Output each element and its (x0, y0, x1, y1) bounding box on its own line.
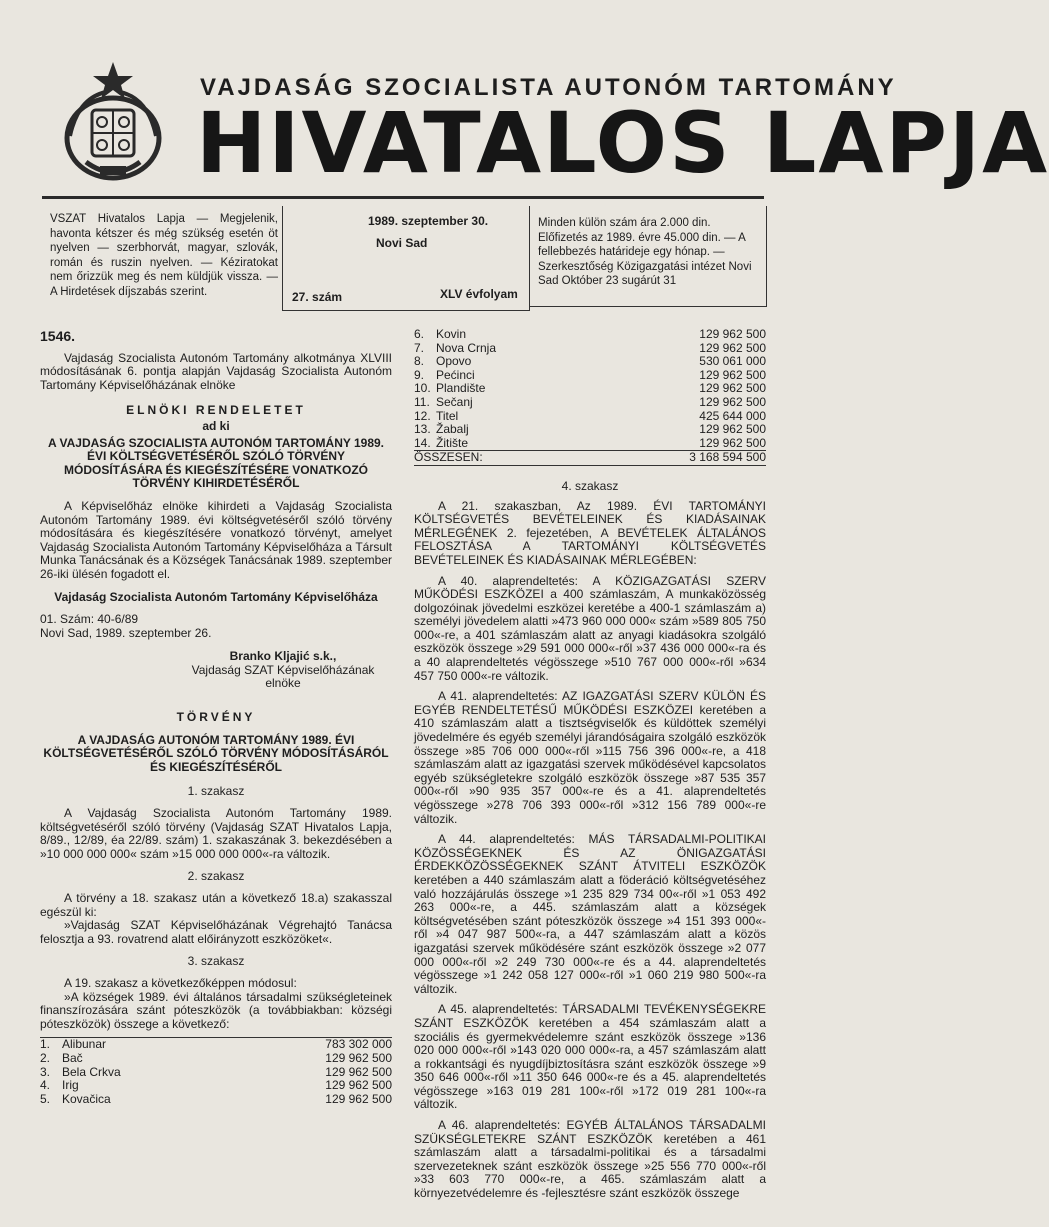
municipality-table-left (40, 1037, 392, 1106)
table-row: 6. Kovin 129 962 500 (414, 327, 766, 341)
table-row: 8. Opovo 530 061 000 (414, 354, 766, 369)
section-1-title: 1. szakasz (187, 784, 245, 799)
table-row: 3. Bela Crkva 129 962 500 (40, 1064, 392, 1079)
issue-number: 27. szám (292, 290, 343, 304)
reference-number: 01. Szám: 40-6/89 (40, 612, 139, 627)
issue-date: 1989. szeptember 30. (368, 214, 489, 228)
paragraph-40: A 40. alaprendeltetés: A KÖZIGAZGATÁSI SZERV MŰKÖDÉSI ESZKÖZEI a 400 számlaszám, A munkaközösség dolgozóinak jövedelmi eszközei keretébe a 400-1 számlaszám a) személyi jövedelem alatti »473 960 000 000« szám »589 805 750 000«-re, a 401 számlaszám alatt az anyagi kiadásokra szolgáló eszközök összege »29 591 000 000«-ről »37 436 000 000«-ra és a 40 alaprendeltetés végösszege »510 767 000 000«-ről »634 457 750 000«-re változik. (414, 573, 766, 683)
signer-title-1: Vajdaság SZAT Képviselőházának (191, 662, 375, 677)
signer-name: Branko Kljajić s.k., (229, 649, 337, 664)
section-2-body-2: »Vajdaság SZAT Képviselőházának Végrehajtó Tanácsa felosztja a 93. rovatrend alatt előirányzott eszközöket«. (40, 918, 392, 946)
issue-place: Novi Sad (376, 236, 428, 250)
section-3-title: 3. szakasz (187, 954, 245, 969)
table-row: 7. Nova Crnja 129 962 500 (414, 340, 766, 355)
decree-heading: ELNÖKI RENDELETET (126, 403, 306, 418)
header-left-info: VSZAT Hivatalos Lapja — Megjelenik, havonta kétszer és még szükség esetén öt nyelven — szerbhorvát, magyar, szlovák, román és ruszin nyelven. — Kéziratokat nem őrizzük meg és nem küldjük vissza. — A Hirdetések díjszabás szerint. (50, 213, 278, 298)
paragraph-44: A 44. alaprendeltetés: MÁS TÁRSADALMI-POLITIKAI KÖZÖSSÉGEKNEK ÉS AZ ÖNIGAZGATÁSI ÉRDEKKÖZÖSSÉGEKNEK SZÁNT ÁTVITELI ESZKÖZÖK keretében a 440 számlaszám alatt a föderáció költségvetéséhez való hozzájárulás összege »1 235 829 734 00«-ről »1 053 492 263 000«-re, a 445. számlaszám alatt a községek költségvetésében szánt póteszközök összege »4 151 393 000«-ről »4 047 987 500«-ra, a 447 számlaszám alatt a közös igazgatási szervek működésére szánt eszközök összege »2 077 000 000«-ről »2 249 730 000«-re és a 44. alaprendeltetés végösszege »1 242 058 127 000«-ről »1 060 219 980 500«-ra változik. (414, 832, 766, 996)
section-4-body: A 21. szakaszban, Az 1989. ÉVI TARTOMÁNYI KÖLTSÉGVETÉS BEVÉTELEINEK ÉS KIADÁSAINAK MÉRLEGÉNEK 2. fejezetében, A BEVÉTELEK ÁLTALÁNOS FELOSZTÁSA A TARTOMÁNYI KÖLTSÉGVETÉS BEVÉTELEINEK ÉS KIADÁSAINAK MÉRLEGÉBEN: (414, 498, 766, 567)
paragraph-41: A 41. alaprendeltetés: AZ IGAZGATÁSI SZERV KÜLÖN ÉS EGYÉB RENDELTETÉSŰ MŰKÖDÉSI ESZKÖZEI keretében a 410 számlaszám alatt a tisztségviselők és küldöttek személyi jövedelmére és egyéb személyi járandóságaira szolgáló eszközök összege »85 706 000 000«-ről »115 756 396 000«-re, a 418 számlaszám alatt az igazgatási szervek működésével kapcsolatos egyéb szükségletekre szolgáló eszközök összege »87 535 357 000«-ről »90 935 357 000«-re és a 41. alaprendeltetés végösszege »278 706 393 000«-ről »312 156 789 000«-re változik. (414, 689, 766, 826)
table-row: 2. Bač 129 962 500 (40, 1050, 392, 1065)
right-column (414, 328, 766, 1201)
section-1-body: A Vajdaság Szocialista Autonóm Tartomány 1989. költségvetéséről szóló törvény (Vajdaság SZAT Hivatalos Lapja, 8/89., 12/89, éa 22/89. szám) 1. szakaszának 3. bekezdésében a »10 000 000 000« szám »15 000 000 000«-ra változik. (40, 806, 392, 861)
section-3-body-2: »A községek 1989. évi általános társadalmi szükségleteinek finanszírozására szánt póteszközök (a továbbiakban: községi póteszközök) összege a következő: (40, 989, 392, 1031)
table-row: 14. Žitište 129 962 500 (414, 435, 766, 450)
table-row: 11. Sečanj 129 962 500 (414, 394, 766, 409)
decree-title: A VAJDASÁG SZOCIALISTA AUTONÓM TARTOMÁNY 1989. ÉVI KÖLTSÉGVETÉSÉRŐL SZÓLÓ TÖRVÉNY MÓDOSÍTÁSÁRA ÉS KIEGÉSZÍTÉSÉRE VONATKOZÓ TÖRVÉNY KIHIRDETÉSÉRŐL (47, 435, 385, 491)
masthead-subtitle: VAJDASÁG SZOCIALISTA AUTONÓM TARTOMÁNY (200, 74, 897, 101)
header-right-info: Minden külön szám ára 2.000 din. Előfizetés az 1989. évre 45.000 din. — A fellebbezés határideje egy hónap. — Szerkesztőség Közigazgatási intézet Novi Sad Október 23 sugárút 31 (538, 217, 752, 287)
signature-block (188, 650, 378, 691)
section-3-body-1: A 19. szakasz a következőképpen módosul: (64, 975, 297, 990)
table-row: 12. Titel 425 644 000 (414, 408, 766, 423)
law-heading: TÖRVÉNY (176, 710, 256, 725)
paragraph-46: A 46. alaprendeltetés: EGYÉB ÁLTALÁNOS TÁRSADALMI SZÜKSÉGLETEKRE SZÁNT ESZKÖZÖK keretében a 461 számlaszám alatt a társadalmi-politikai és a társadalmi szervezeteknek szánt eszközök összege »25 556 770 000«-ről »33 603 770 000«-re, a 465. számlaszám alatt a környezetvédelemre és -fejlesztésre szánt eszközök összege (414, 1118, 766, 1201)
act-number: 1546. (40, 328, 76, 344)
section-2-title: 2. szakasz (187, 869, 245, 884)
table-row: 4. Irig 129 962 500 (40, 1078, 392, 1093)
signer-title-2: elnöke (265, 676, 301, 691)
masthead-title: HIVATALOS LAPJA (196, 94, 1049, 192)
intro-paragraph: Vajdaság Szocialista Autonóm Tartomány alkotmánya XLVIII módosításának 6. pontja alapján Vajdaság Szocialista Autonóm Tartomány Képviselőházának elnöke (40, 350, 392, 392)
municipality-table-right (414, 328, 766, 466)
decree-subheading: ad ki (202, 418, 230, 433)
section-4-title: 4. szakasz (561, 478, 619, 493)
law-title: A VAJDASÁG AUTONÓM TARTOMÁNY 1989. ÉVI KÖLTSÉGVETÉSÉRŐL SZÓLÓ TÖRVÉNY MÓDOSÍTÁSÁRÓL ÉS KIEGÉSZÍTÉSÉRŐL (43, 732, 389, 774)
table-row: 10. Plandište 129 962 500 (414, 381, 766, 396)
left-column (40, 330, 392, 1106)
table-row: 5. Kovačica 129 962 500 (40, 1091, 392, 1106)
coat-of-arms-emblem (58, 58, 168, 186)
table-total-row: ÖSSZESEN: 3 168 594 500 (414, 450, 766, 465)
table-row: 9. Pećinci 129 962 500 (414, 367, 766, 382)
issue-volume: XLV évfolyam (440, 287, 518, 301)
decree-body: A Képviselőház elnöke kihirdeti a Vajdaság Szocialista Autonóm Tartomány 1989. évi költségvetéséről szóló törvény módosítására és kiegészítésére vonatkozó törvényt, amelyet Vajdaság Szocialista Autonóm Tartomány Képviselőháza a Társult Munka Tanácsának és a Községek Tanácsának 1989. szeptember 26-iki ülésén fogadott el. (40, 498, 392, 581)
masthead-divider (42, 196, 764, 199)
issuer: Vajdaság Szocialista Autonóm Tartomány Képviselőháza (54, 589, 378, 604)
table-row: 1. Alibunar 783 302 000 (40, 1037, 392, 1052)
reference-date: Novi Sad, 1989. szeptember 26. (40, 625, 212, 640)
paragraph-45: A 45. alaprendeltetés: TÁRSADALMI TEVÉKENYSÉGEKRE SZÁNT ESZKÖZÖK keretében a 454 számlaszám alatt a szociális és gyermekvédelemre szánt eszközök összege »136 020 000 000«-ről »143 020 000 000«-ra, a 457 számlaszám alatt a rokkantsági és nyugdíjbiztosításra szánt eszközök összege »9 350 646 000«-ről »11 350 646 000«-re és a 45. alaprendeltetés végösszege »163 019 281 100«-ről »172 019 281 100«-ra változik. (414, 1002, 766, 1112)
table-row: 13. Žabalj 129 962 500 (414, 422, 766, 437)
section-2-body-1: A törvény a 18. szakasz után a következő 18.a) szakasszal egészül ki: (40, 891, 392, 919)
